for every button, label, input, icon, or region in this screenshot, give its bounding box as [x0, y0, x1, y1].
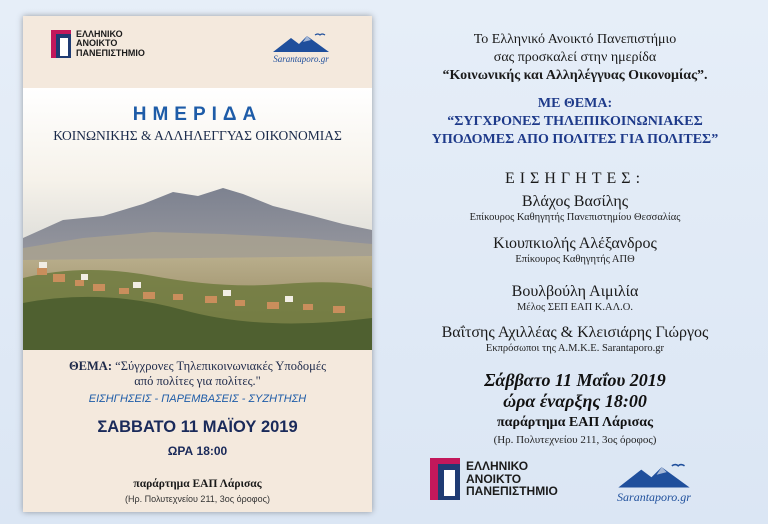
- speaker-name: Βαΐτσης Αχιλλέας & Κλεισιάρης Γιώργος: [441, 324, 709, 341]
- eap-logo-line: ΑΝΟΙΚΤΟ: [76, 38, 118, 49]
- eap-logo-line: ΠΑΝΕΠΙΣΤΗΜΙΟ: [466, 484, 558, 499]
- footer-sarantaporo-logo: [604, 462, 704, 505]
- poster-title: ΗΜΕΡΙΔΑ: [132, 104, 263, 125]
- poster-topic: [33, 359, 362, 389]
- sarantaporo-logo-text: Sarantaporo.gr: [617, 490, 691, 504]
- speaker-role: Μέλος ΣΕΠ ΕΑΠ Κ.ΑΛ.Ο.: [516, 302, 634, 313]
- eap-logo-line: ΕΛΛΗΝΙΚΟ: [466, 459, 529, 474]
- footer-logos: [382, 456, 768, 516]
- poster-activities: ΕΙΣΗΓΗΣΕΙΣ - ΠΑΡΕΜΒΑΣΕΙΣ - ΣΥΖΗΤΗΣΗ: [88, 393, 307, 405]
- poster-header: [23, 16, 372, 74]
- speaker-role: Εκπρόσωποι της Α.Μ.Κ.Ε. Sarantaporo.gr: [485, 343, 665, 354]
- invitation-line: Το Ελληνικό Ανοικτό Πανεπιστήμιο: [473, 32, 677, 47]
- speaker-name: Κιουπκιολής Αλέξανδρος: [493, 235, 657, 252]
- invitation-text: [382, 0, 768, 524]
- poster-address: (Ηρ. Πολυτεχνείου 211, 3ος όροφος): [125, 494, 270, 504]
- event-date: Σάββατο 11 Μαΐου 2019: [484, 370, 666, 390]
- invitation-line: σας προσκαλεί στην ημερίδα: [493, 50, 657, 65]
- poster-time: ΩΡΑ 18:00: [167, 444, 228, 458]
- eap-logo-icon: [51, 30, 71, 58]
- speaker-role: Επίκουρος Καθηγητής ΑΠΘ: [515, 254, 635, 265]
- eap-logo-line: ΑΝΟΙΚΤΟ: [466, 471, 522, 486]
- event-venue: παράρτημα ΕΑΠ Λάρισας: [496, 415, 654, 430]
- mountain-bird-logo-icon: [271, 32, 331, 54]
- theme-label: ΜΕ ΘΕΜΑ:: [537, 96, 613, 111]
- theme-line: “ΣΥΓΧΡΟΝΕΣ ΤΗΛΕΠΙΚΟΙΝΩΝΙΑΚΕΣ: [447, 114, 703, 129]
- mountain-bird-logo-icon: [614, 462, 694, 490]
- eap-logo-line: ΠΑΝΕΠΙΣΤΗΜΙΟ: [76, 47, 145, 58]
- speaker-name: Βουλβούλη Αιμιλία: [511, 283, 639, 300]
- eap-logo-icon: [430, 458, 460, 500]
- speaker-role: Επίκουρος Καθηγητής Πανεπιστημίου Θεσσαλίας: [469, 212, 681, 223]
- event-start-time: ώρα έναρξης 18:00: [503, 391, 647, 411]
- poster-date: ΣΑΒΒΑΤΟ 11 ΜΑΪΟΥ 2019: [97, 418, 298, 436]
- poster-subtitle: ΚΟΙΝΩΝΙΚΗΣ & ΑΛΛΗΛΕΓΓΥΑΣ ΟΙΚΟΝΟΜΙΑΣ: [53, 128, 342, 143]
- poster-topic-label: ΘΕΜΑ:: [68, 359, 113, 373]
- sarantaporo-logo-text: Sarantaporo.gr: [273, 54, 329, 64]
- footer-eap-logo: [430, 458, 558, 500]
- theme-line: ΥΠΟΔΟΜΕΣ ΑΠΟ ΠΟΛΙΤΕΣ ΓΙΑ ΠΟΛΙΤΕΣ”: [431, 132, 719, 147]
- event-address: (Ηρ. Πολυτεχνείου 211, 3ος όροφος): [493, 434, 657, 446]
- poster-topic-line: από πολίτες για πολίτες.": [134, 374, 261, 388]
- speakers-heading: ΕΙΣΗΓΗΤΕΣ:: [504, 170, 646, 187]
- poster-venue: παράρτημα ΕΑΠ Λάρισας: [133, 478, 262, 490]
- poster-topic-line: “Σύγχρονες Τηλεπικοινωνιακές Υποδομές: [115, 359, 327, 373]
- poster-eap-logo: [51, 30, 145, 58]
- eap-logo-line: ΕΛΛΗΝΙΚΟ: [76, 29, 123, 39]
- poster-sarantaporo-logo: [261, 32, 341, 64]
- invitation-line: “Κοινωνικής και Αλληλέγγυας Οικονομίας”.: [442, 68, 708, 83]
- speaker-name: Βλάχος Βασίλης: [521, 193, 629, 210]
- event-poster: [23, 16, 372, 512]
